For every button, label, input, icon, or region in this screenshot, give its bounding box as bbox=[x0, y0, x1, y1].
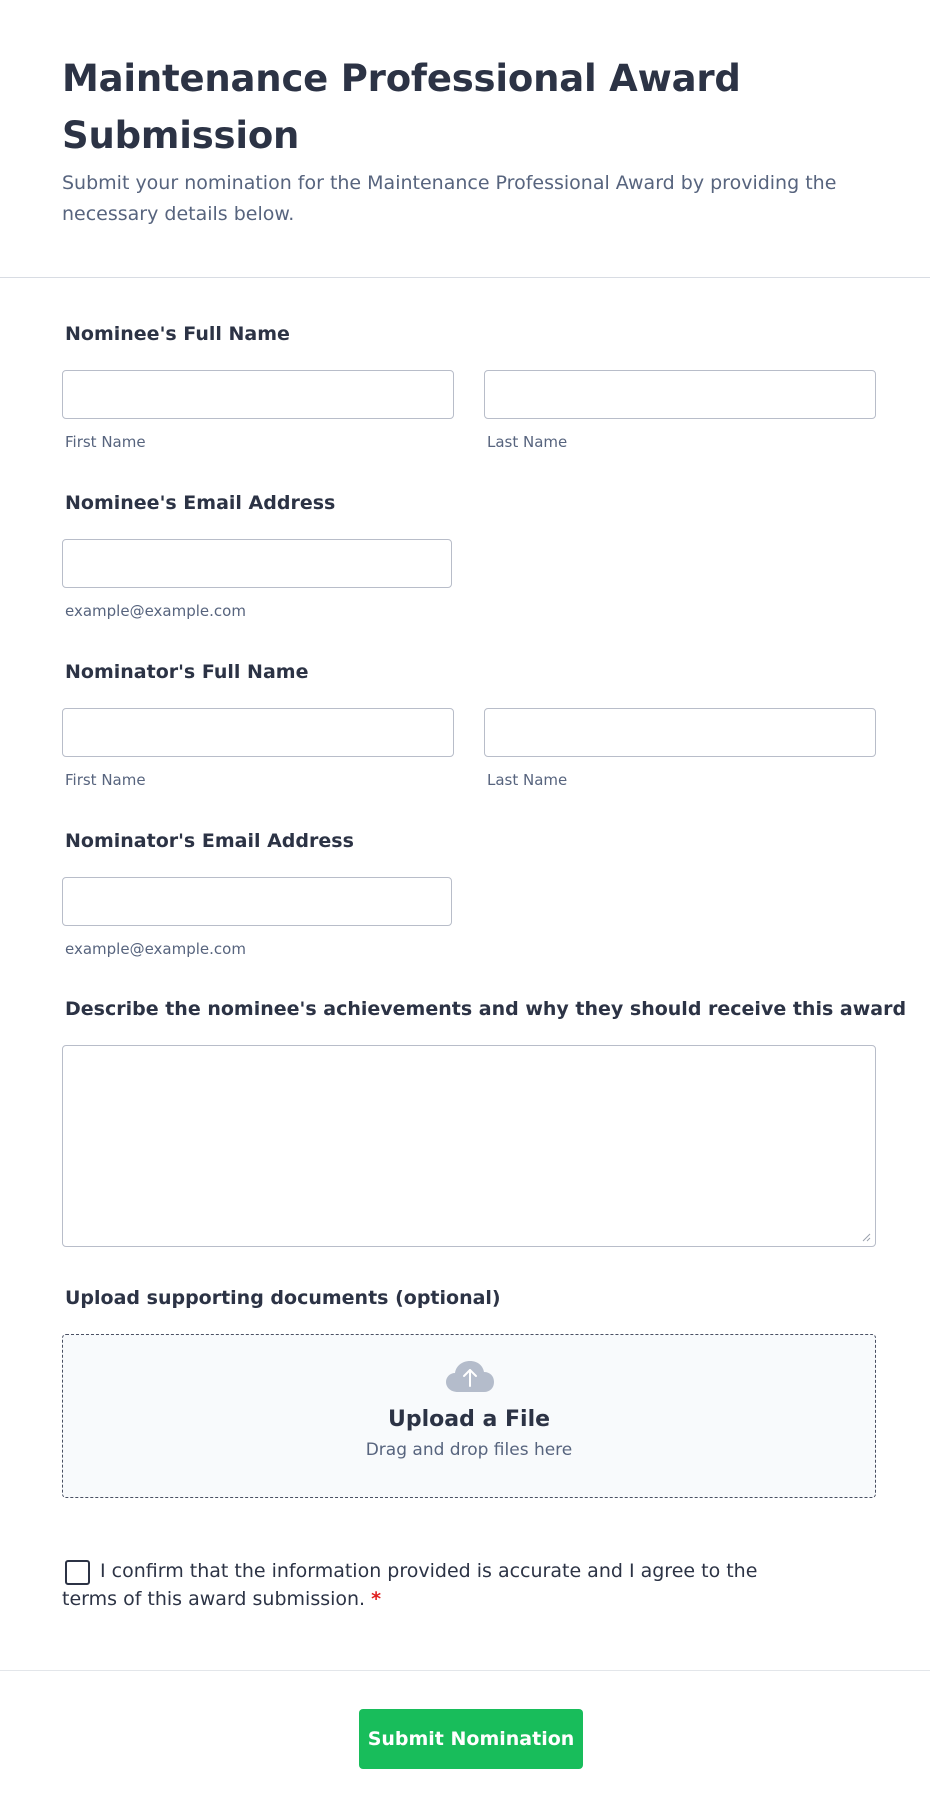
nominator-email-sublabel: example@example.com bbox=[65, 940, 246, 958]
submit-nomination-button[interactable]: Submit Nomination bbox=[359, 1709, 583, 1769]
confirm-checkbox[interactable] bbox=[65, 1560, 90, 1585]
nominator-first-name-sublabel: First Name bbox=[65, 771, 146, 789]
confirm-label bbox=[62, 1557, 762, 1613]
upload-label: Upload supporting documents (optional) bbox=[65, 1287, 501, 1309]
nominee-last-name-sublabel: Last Name bbox=[487, 433, 568, 451]
upload-dropzone[interactable] bbox=[62, 1334, 876, 1498]
resize-grip-icon[interactable] bbox=[861, 1232, 871, 1242]
nominator-last-name-input[interactable] bbox=[484, 708, 876, 757]
nominee-email-input[interactable] bbox=[62, 539, 452, 588]
nominator-email-label: Nominator's Email Address bbox=[65, 830, 354, 852]
required-mark: * bbox=[371, 1588, 382, 1610]
nominator-email-input[interactable] bbox=[62, 877, 452, 926]
form-header bbox=[0, 0, 930, 278]
nominator-first-name-input[interactable] bbox=[62, 708, 454, 757]
confirm-text: I confirm that the information provided is accurate and I agree to the terms of this award submission. bbox=[62, 1560, 758, 1610]
page-title: Maintenance Professional Award Submission bbox=[62, 57, 741, 157]
upload-subtitle: Drag and drop files here bbox=[365, 1440, 573, 1460]
nominator-name-label: Nominator's Full Name bbox=[65, 661, 309, 683]
nominee-email-label: Nominee's Email Address bbox=[65, 492, 336, 514]
nominee-first-name-sublabel: First Name bbox=[65, 433, 146, 451]
achievements-label: Describe the nominee's achievements and why they should receive this award bbox=[65, 998, 907, 1020]
cloud-upload-icon bbox=[445, 1359, 495, 1393]
nominee-name-label: Nominee's Full Name bbox=[65, 323, 290, 345]
upload-title: Upload a File bbox=[387, 1407, 551, 1432]
nomination-form bbox=[0, 278, 930, 1668]
nominee-email-sublabel: example@example.com bbox=[65, 602, 246, 620]
form-footer bbox=[0, 1670, 930, 1815]
achievements-textarea[interactable] bbox=[62, 1045, 876, 1247]
page-subtitle: Submit your nomination for the Maintenance Professional Award by providing the necessary details below. bbox=[62, 172, 837, 225]
nominee-first-name-input[interactable] bbox=[62, 370, 454, 419]
nominee-last-name-input[interactable] bbox=[484, 370, 876, 419]
nominator-last-name-sublabel: Last Name bbox=[487, 771, 568, 789]
